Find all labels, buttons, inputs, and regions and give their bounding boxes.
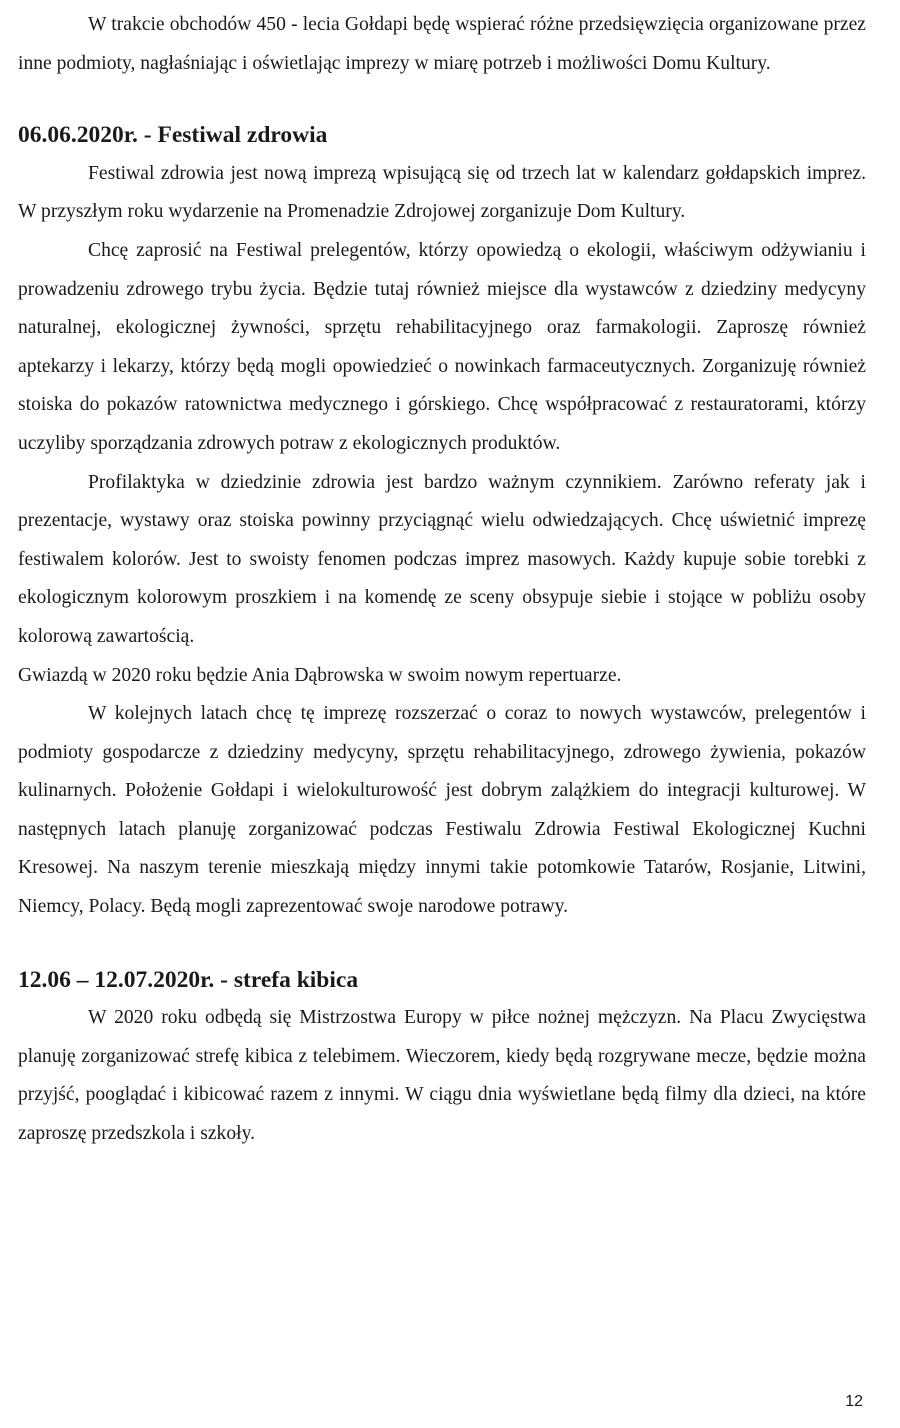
document-page [18, 6, 866, 1154]
intro-paragraph: W trakcie obchodów 450 - lecia Gołdapi będę wspierać różne przedsięwzięcia organizowane przez inne podmioty, nagłaśniając i oświetlając imprezy w miarę potrzeb i możliwości Domu Kultury. [18, 14, 866, 74]
paragraph: W 2020 roku odbędą się Mistrzostwa Europy w piłce nożnej mężczyzn. Na Placu Zwycięstwa planuję zorganizować strefę kibica z telebimem. Wieczorem, kiedy będą rozgrywane mecze, będzie można przyjść, pooglądać i kibicować razem z innymi. W ciągu dnia wyświetlane będą filmy dla dzieci, na które zaproszę przedszkola i szkoły. [18, 1007, 866, 1145]
paragraph: W kolejnych latach chcę tę imprezę rozszerzać o coraz to nowych wystawców, prelegentów i podmioty gospodarcze z dziedziny medycyny, sprzętu rehabilitacyjnego, zdrowego żywienia, pokazów kulinarnych. Położenie Gołdapi i wielokulturowość jest dobrym zalążkiem do integracji kulturowej. W następnych latach planuję zorganizować podczas Festiwalu Zdrowia Festiwal Ekologicznej Kuchni Kresowej. Na naszym terenie mieszkają między innymi takie potomkowie Tatarów, Rosjanie, Litwini, Niemcy, Polacy. Będą mogli zaprezentować swoje narodowe potrawy. [18, 703, 866, 918]
paragraph: Chcę zaprosić na Festiwal prelegentów, którzy opowiedzą o ekologii, właściwym odżywianiu i prowadzeniu zdrowego trybu życia. Będzie tutaj również miejsce dla wystawców z dziedziny medycyny naturalnej, ekologicznej żywności, sprzętu rehabilitacyjnego oraz farmakologii. Zaproszę również aptekarzy i lekarzy, którzy będą mogli opowiedzieć o nowinkach farmaceutycznych. Zorganizuję również stoiska do pokazów ratownictwa medycznego i górskiego. Chcę współpracować z restauratorami, którzy uczyliby sporządzania zdrowych potraw z ekologicznych produktów. [18, 239, 866, 454]
paragraph: Profilaktyka w dziedzinie zdrowia jest bardzo ważnym czynnikiem. Zarówno referaty jak i prezentacje, wystawy oraz stoiska powinny przyciągnąć wielu odwiedzających. Chcę uświetnić imprezę festiwalem kolorów. Jest to swoisty fenomen podczas imprez masowych. Każdy kupuje sobie torebki z ekologicznym kolorowym proszkiem i na komendę ze sceny obsypuje siebie i stojące w pobliżu osoby kolorową zawartością. [18, 471, 866, 647]
section-heading-fan-zone: 12.06 – 12.07.2020r. - strefa kibica [18, 966, 359, 993]
paragraph: Gwiazdą w 2020 roku będzie Ania Dąbrowska w swoim nowym repertuarze. [18, 664, 622, 686]
page-number: 12 [845, 1393, 863, 1410]
paragraph: Festiwal zdrowia jest nową imprezą wpisującą się od trzech lat w kalendarz gołdapskich imprez. W przyszłym roku wydarzenie na Promenadzie Zdrojowej zorganizuje Dom Kultury. [18, 162, 866, 223]
section-heading-health-festival: 06.06.2020r. - Festiwal zdrowia [18, 122, 328, 149]
